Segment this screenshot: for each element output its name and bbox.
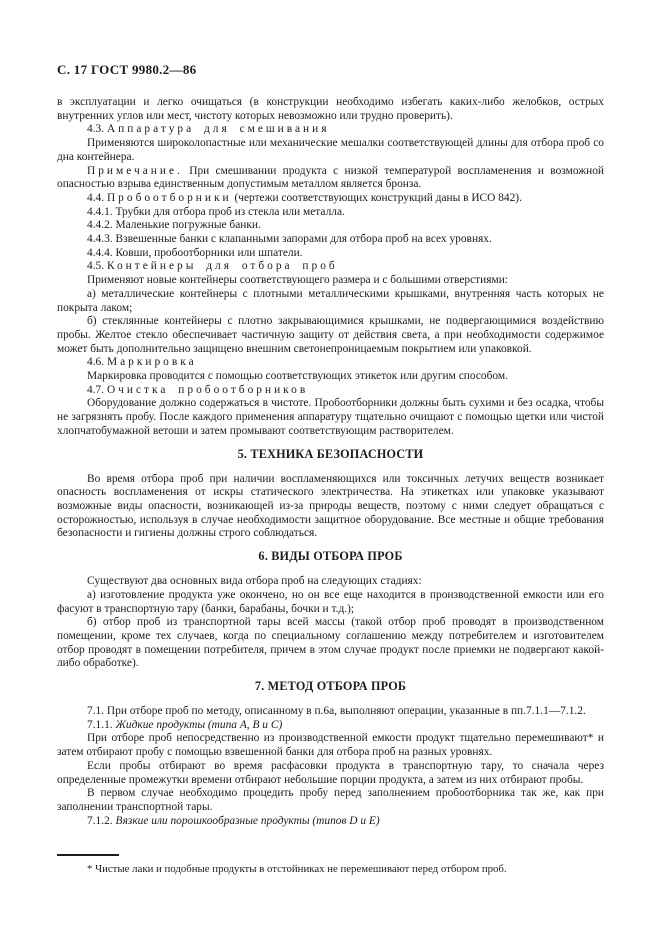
section-5-heading: 5. ТЕХНИКА БЕЗОПАСНОСТИ [237,446,424,461]
paragraph: Маркировка проводится с помощью соответствующих этикеток или другим способом. [87,370,508,383]
clause-4-3-heading [57,123,604,137]
note-label: Примечание. [87,164,183,177]
note-text: При смешивании продукта с низкой температурой воспламенения и возможной опасностью взрыва единственным допустимым металлом является бронза. [57,164,604,191]
clause-number: 7.1.1. [87,718,113,731]
clause-7-1-1-heading [57,719,604,733]
clause-4-4-heading [57,192,604,206]
paragraph: Оборудование должно содержаться в чистоте. Пробоотборники должны быть сухими и без осадка, чтобы не загрязнять пробу. После каждого применения аппаратуру тщательно очищают с помощью щетки или чистой хлопчатобумажной ветоши и затем промывают соответствующим растворителем. [57,397,604,437]
clause-4-5-heading [57,260,604,274]
paragraph: Во время отбора проб при наличии воспламеняющихся или токсичных летучих веществ возникает опасность воспламенения от искры статического электричества. На этикетках или упаковке указывают возможные виды опасности, возникающей из-за природы веществ, поэтому с ними следует обращаться с осторожностью, используя в случае необходимости защитное оборудование. Все местные и общие требования безопасности и гигиены должны строго соблюдаться. [57,472,604,540]
clause-4-7-heading [57,384,604,398]
clause-number: 4.5. [87,260,105,273]
clause-title: Маркировка [106,356,197,369]
clause-title-italic: Вязкие или порошкообразные продукты (типов D и E) [115,814,380,827]
clause-4-6-heading [57,356,604,370]
clause-number: 4.4. [87,191,105,204]
clause-title: Очистка пробоотборников [106,383,309,396]
list-item-4-4-2: 4.4.2. Маленькие погружные банки. [87,219,261,232]
list-item-b: б) стеклянные контейнеры с плотно закрывающимися крышками, не подвергающимися воздействию пробы. Желтое стекло обеспечивает частичную защиту от действия света, а при необходимости содержимое может быть дополнительно защищено внешним светонепроницаемым покрытием или упаковкой. [57,315,604,355]
page-header: С. 17 ГОСТ 9980.2—86 [57,62,197,77]
clause-7-1-2-heading [57,815,604,829]
clause-number: 7.1.2. [87,814,113,827]
clause-title: Аппаратура для смешивания [106,123,330,136]
section-7-heading: 7. МЕТОД ОТБОРА ПРОБ [254,679,407,694]
paragraph: Существуют два основных вида отбора проб на следующих стадиях: [87,575,422,588]
paragraph-continuation: в эксплуатации и легко очищаться (в конструкции необходимо избегать каких-либо желобков, острых внутренних углов или мест, чистоту которых невозможно или трудно проверить). [57,96,604,122]
clause-title: Контейнеры для отбора проб [106,260,338,273]
section-6-heading: 6. ВИДЫ ОТБОРА ПРОБ [258,549,403,564]
footnote-rule [57,854,119,856]
paragraph: 7.1. При отборе проб по методу, описанному в п.6а, выполняют операции, указанные в пп.7.1.1—7.1.2. [87,705,586,718]
paragraph: Если пробы отбирают во время расфасовки продукта в транспортную тару, то сначала через определенные промежутки времени отбирают небольшие порции продукта, а затем из них отбирают пробы. [57,759,604,786]
document-body [57,96,604,828]
paragraph: Применяют новые контейнеры соответствующего размера и с большими отверстиями: [87,274,508,287]
paragraph: При отборе проб непосредственно из производственной емкости продукт тщательно перемешивают* и затем отбирают пробу с помощью взвешенной банки для отбора проб на разных уровнях. [57,732,604,759]
paragraph: В первом случае необходимо процедить пробу перед заполнением пробоотборника так же, как при заполнении транспортной тары. [57,787,604,813]
footnote-text: * Чистые лаки и подобные продукты в отстойниках не перемешивают перед отбором проб. [87,863,507,876]
note-paragraph [57,165,604,192]
list-item-a: а) металлические контейнеры с плотными металлическими крышками, внутренняя часть которых не покрыта лаком; [57,287,604,314]
clause-title: Пробоотборники [106,191,232,204]
list-item-4-4-3: 4.4.3. Взвешенные банки с клапанными запорами для отбора проб на всех уровнях. [87,233,492,246]
list-item-4-4-4: 4.4.4. Ковши, пробоотборники или шпатели. [87,246,303,259]
footnote [57,854,604,876]
clause-number: 4.7. [87,383,105,396]
list-item-b: б) отбор проб из транспортной тары всей массы (такой отбор проб проводят в производственном помещении, кроме тех случаев, когда по специальному соглашению между потребителем и изготовителем отбор проводят в помещении потребителя, причем в этом случае продукт после приемки не подвергают какой-либо обработке). [57,616,604,670]
clause-number: 4.3. [87,123,105,136]
clause-note: (чертежи соответствующих конструкций даны в ИСО 842). [234,191,522,204]
clause-number: 4.6. [87,356,105,369]
paragraph: Применяются широколопастные или механические мешалки соответствующей длины для отбора проб со дна контейнера. [57,137,604,163]
list-item-a: а) изготовление продукта уже окончено, но он все еще находится в производственной емкости или его фасуют в транспортную тару (банки, барабаны, бочки и т.д.); [57,588,604,615]
clause-title-italic: Жидкие продукты (типа A, B и C) [115,718,283,731]
list-item-4-4-1: 4.4.1. Трубки для отбора проб из стекла или металла. [87,205,345,218]
